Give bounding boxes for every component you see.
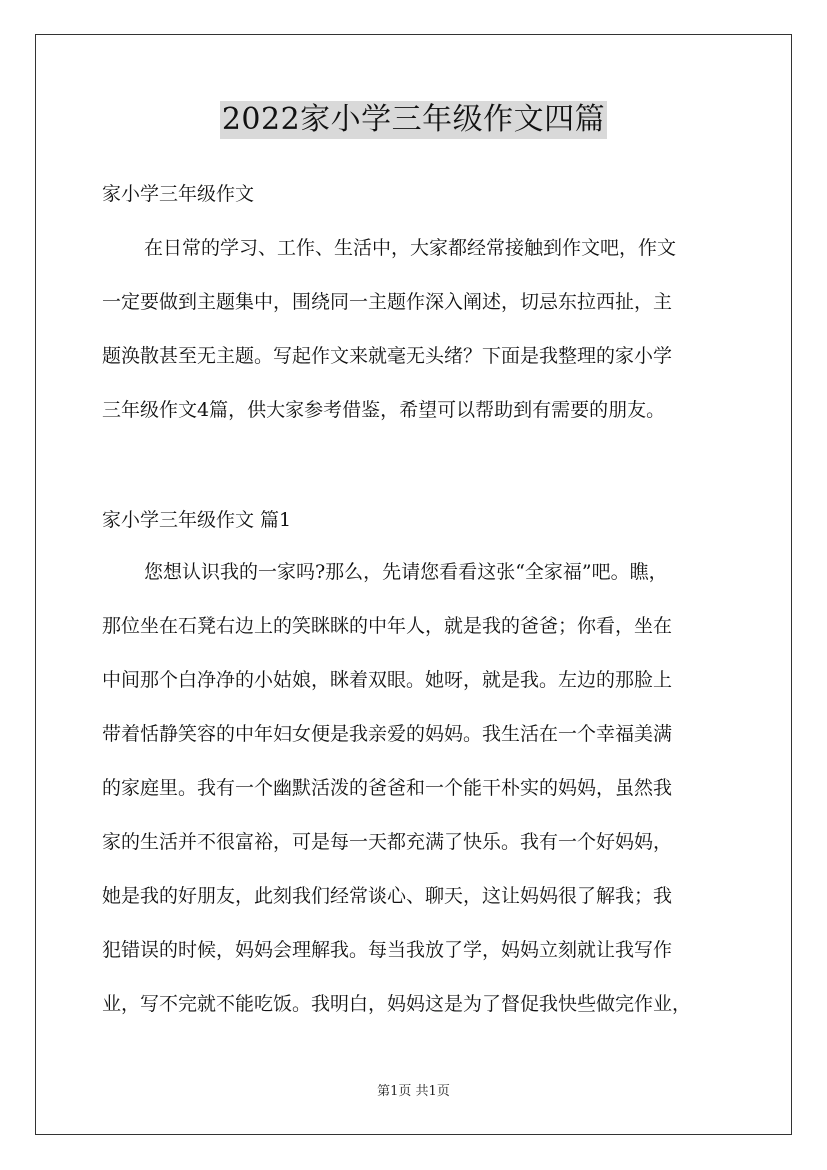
essay-line: 带着恬静笑容的中年妇女便是我亲爱的妈妈。我生活在一个幸福美满 — [102, 723, 673, 745]
intro-line: 在日常的学习、工作、生活中，大家都经常接触到作文吧，作文 — [144, 237, 677, 259]
essay-line: 业，写不完就不能吃饭。我明白，妈妈这是为了督促我快些做完作业， — [102, 993, 692, 1015]
essay-line: 她是我的好朋友，此刻我们经常谈心、聊天，这让妈妈很了解我；我 — [102, 885, 673, 907]
essay-line: 的家庭里。我有一个幽默活泼的爸爸和一个能干朴实的妈妈，虽然我 — [102, 777, 673, 799]
essay-line: 家的生活并不很富裕，可是每一天都充满了快乐。我有一个好妈妈， — [102, 831, 673, 853]
intro-line: 一定要做到主题集中，围绕同一主题作深入阐述，切忌东拉西扯，主 — [102, 291, 673, 313]
essay-line: 中间那个白净净的小姑娘，眯着双眼。她呀，就是我。左边的那脸上 — [102, 669, 673, 691]
document-title: 2022家小学三年级作文四篇 — [221, 102, 606, 137]
intro-paragraph — [102, 221, 730, 437]
intro-line: 三年级作文4篇，供大家参考借鉴，希望可以帮助到有需要的朋友。 — [102, 399, 666, 421]
essay-heading: 家小学三年级作文 篇1 — [102, 509, 292, 531]
essay-line: 犯错误的时候，妈妈会理解我。每当我放了学，妈妈立刻就让我写作 — [102, 939, 673, 961]
section-heading: 家小学三年级作文 — [102, 183, 255, 205]
essay-line: 您想认识我的一家吗?那么，先请您看看这张“全家福”吧。瞧， — [144, 561, 668, 583]
essay-line: 那位坐在石凳右边上的笑眯眯的中年人，就是我的爸爸；你看，坐在 — [102, 615, 673, 637]
page-footer: 第1页 共1页 — [377, 1084, 450, 1099]
title-container — [0, 101, 827, 139]
essay-paragraph — [102, 545, 730, 1031]
intro-line: 题涣散甚至无主题。写起作文来就毫无头绪？下面是我整理的家小学 — [102, 345, 673, 367]
